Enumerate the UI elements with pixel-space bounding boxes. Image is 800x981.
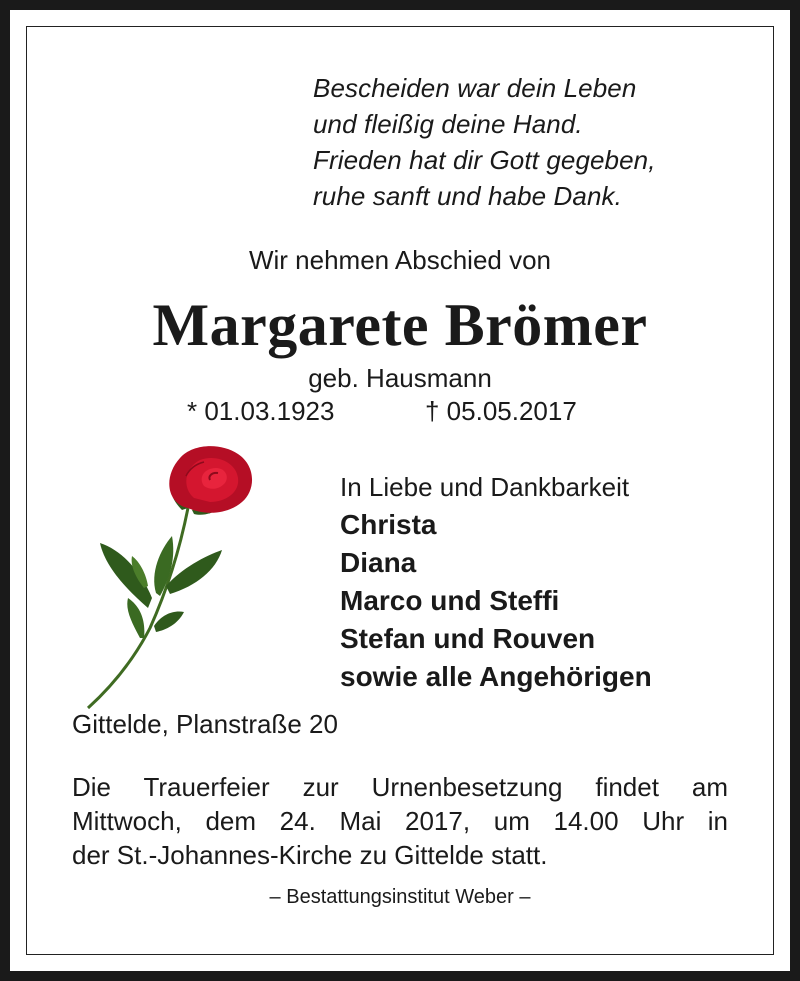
poem-line: ruhe sanft und habe Dank.: [313, 181, 622, 211]
maiden-name: geb. Hausmann: [308, 363, 492, 393]
birth-date: * 01.03.1923: [187, 396, 335, 426]
mourner-name: Christa: [340, 509, 437, 540]
service-line: Die Trauerfeier zur Urnenbesetzung findet am: [72, 772, 728, 802]
service-line: Mittwoch, dem 24. Mai 2017, um 14.00 Uhr in: [72, 806, 728, 836]
funeral-home: – Bestattungsinstitut Weber –: [269, 886, 531, 908]
mourner-name: Diana: [340, 547, 417, 578]
address: Gittelde, Planstraße 20: [72, 709, 338, 739]
mourner-name: sowie alle Angehörigen: [340, 661, 652, 692]
farewell-intro: Wir nehmen Abschied von: [248, 245, 552, 275]
mourner-name: Marco und Steffi: [340, 585, 560, 616]
service-details: [72, 770, 728, 872]
poem-line: Bescheiden war dein Leben: [313, 73, 637, 103]
poem-line: Frieden hat dir Gott gegeben,: [313, 145, 656, 175]
poem-line: und fleißig deine Hand.: [313, 109, 583, 139]
poem: [313, 70, 656, 214]
mourners-list: [340, 468, 652, 696]
mourners-lead: In Liebe und Dankbarkeit: [340, 472, 630, 502]
death-date: † 05.05.2017: [425, 396, 577, 426]
deceased-name: Margarete Brömer: [152, 292, 648, 358]
obituary-notice: [10, 10, 790, 971]
service-line: der St.-Johannes-Kirche zu Gittelde statt.: [72, 840, 548, 870]
mourner-name: Stefan und Rouven: [340, 623, 596, 654]
red-rose-icon: [70, 438, 260, 710]
